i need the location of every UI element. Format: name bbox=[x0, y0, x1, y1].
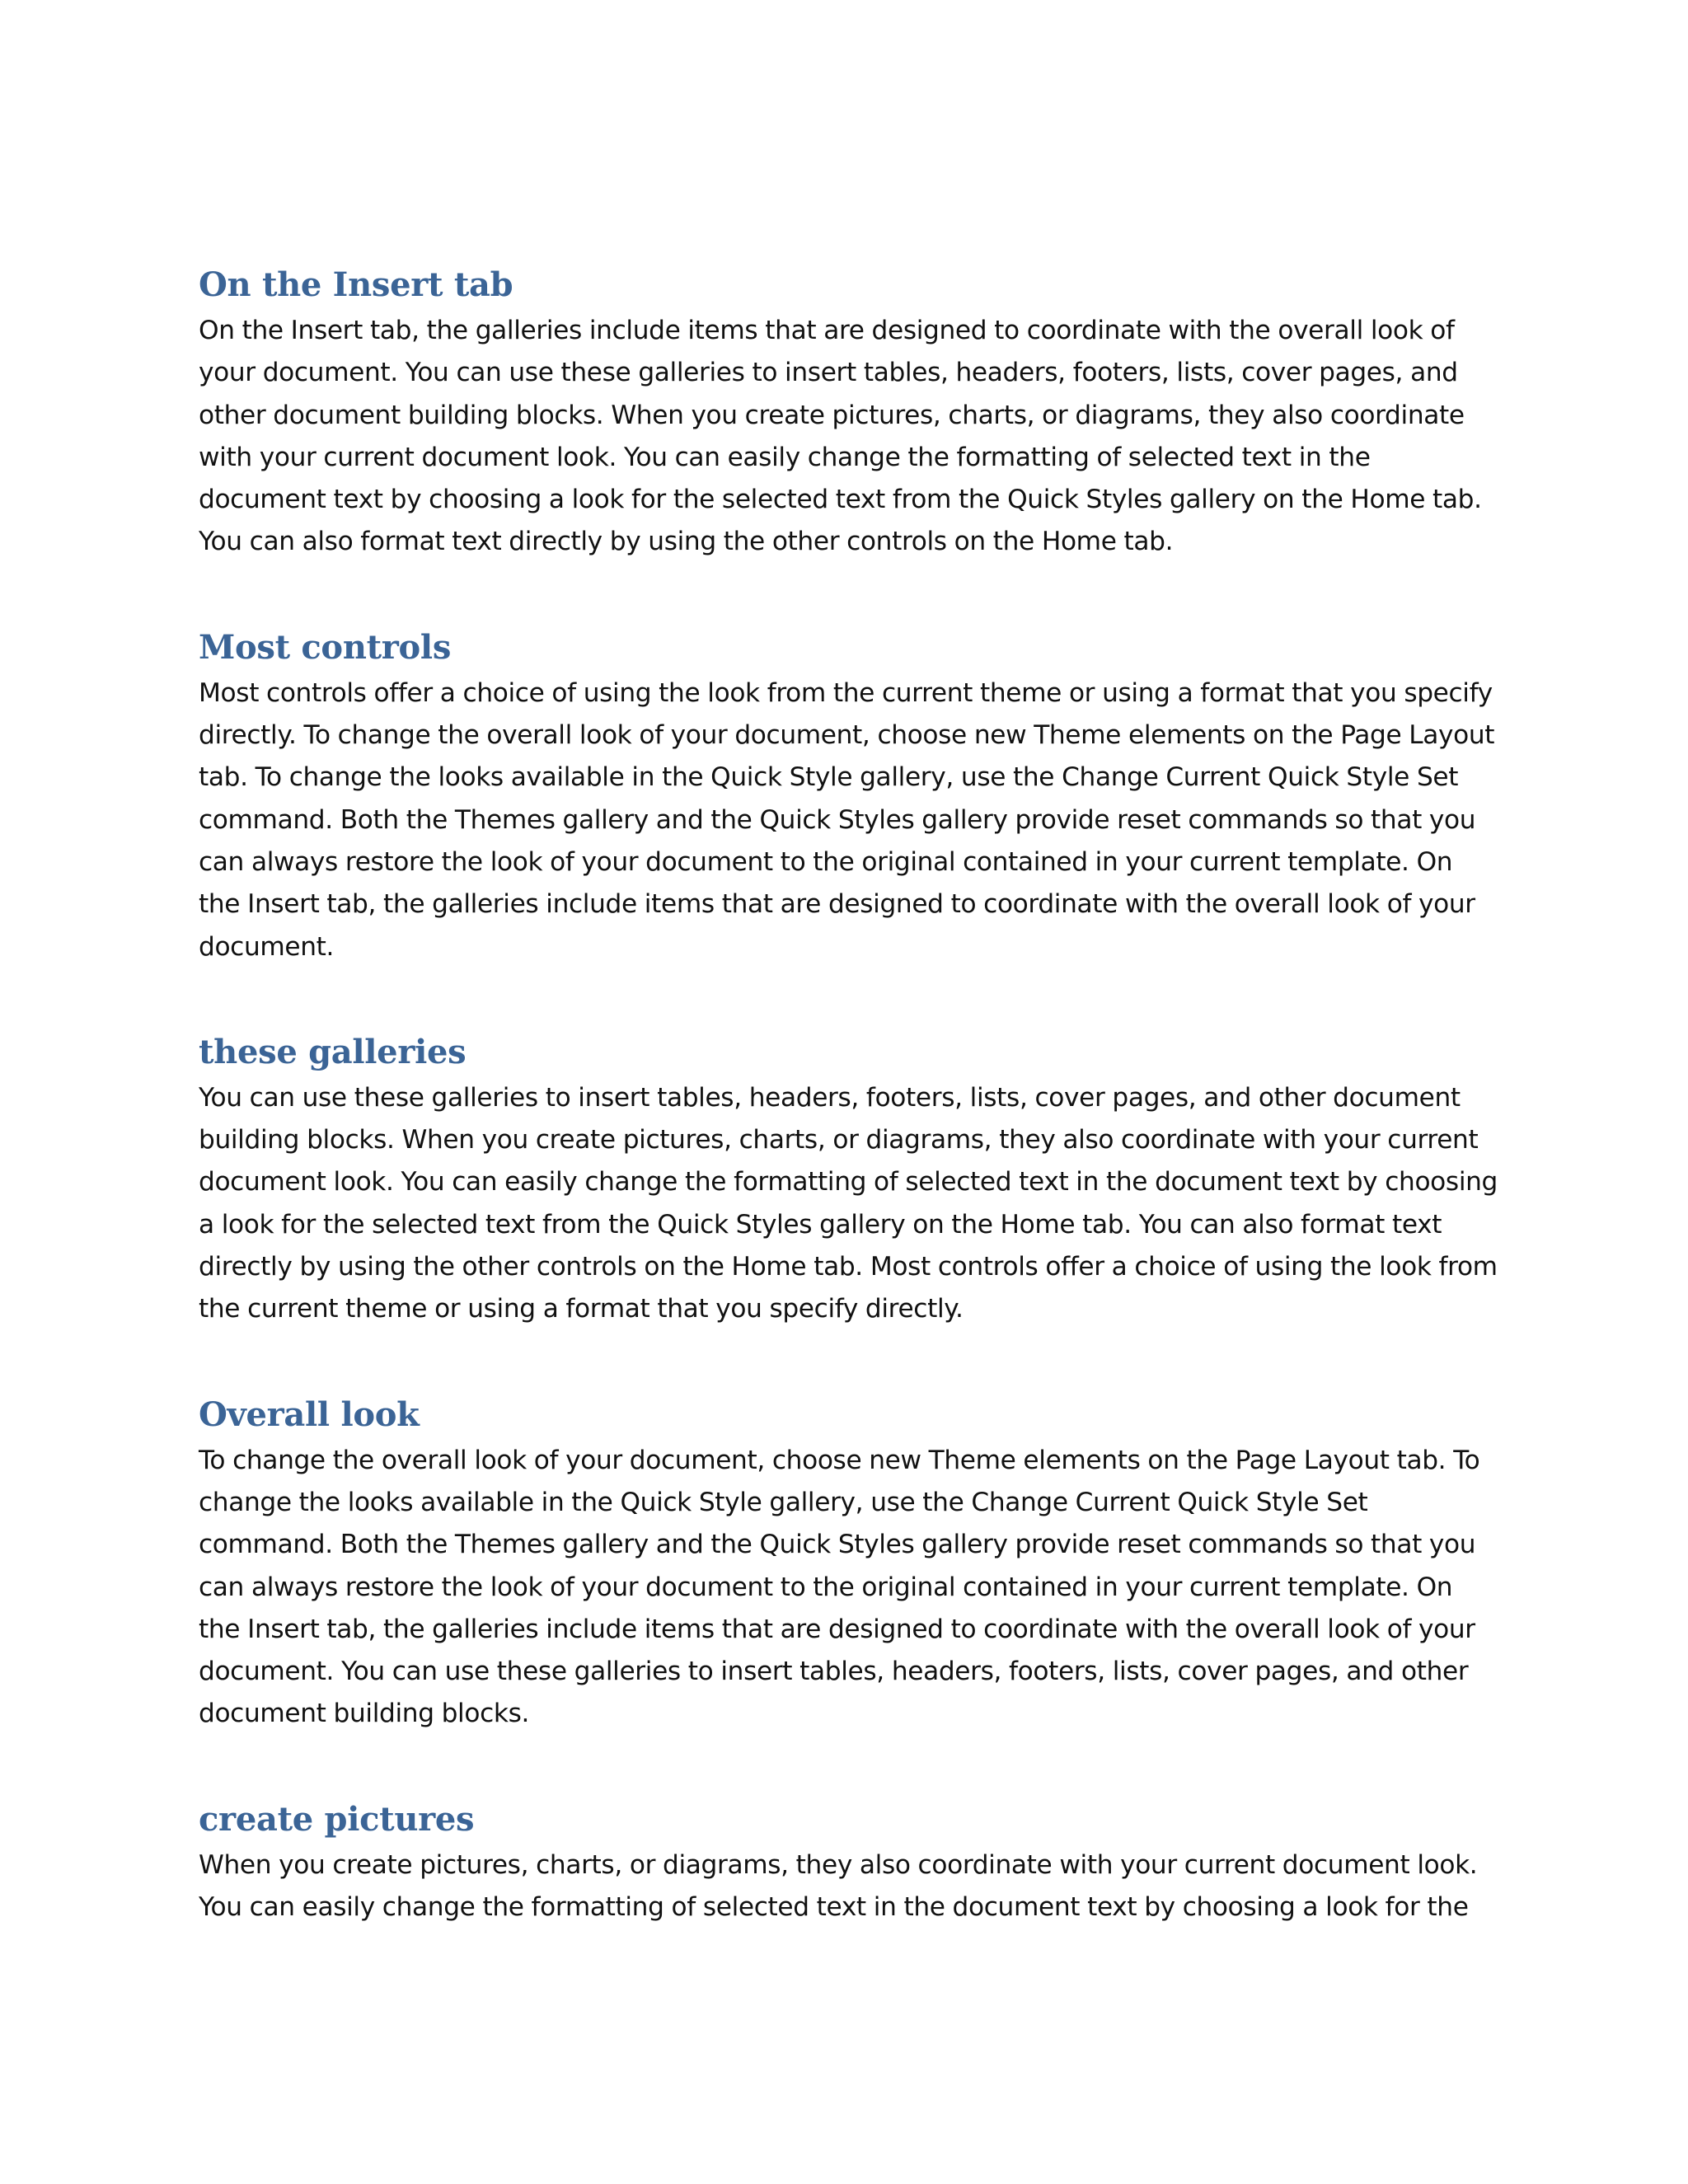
section-paragraph: Most controls offer a choice of using the look from the current theme or using a format that you specify directly. To change the overall look of your document, choose new Theme elements on the Page Layout tab. To change the looks available in the Quick Style gallery, use the Change Current Quick Style Set command. Both the Themes gallery and the Quick Styles gallery provide reset commands so that you can always restore the look of your document to the original contained in your current template. On the Insert tab, the galleries include items that are designed to coordinate with the overall look of your document. bbox=[199, 677, 1495, 962]
section-overall-look bbox=[199, 1392, 1501, 1736]
section-most-controls bbox=[199, 625, 1501, 968]
section-paragraph: You can use these galleries to insert tables, headers, footers, lists, cover pages, and other document building blocks. When you create pictures, charts, or diagrams, they also coordinate with your current document look. You can easily change the formatting of selected text in the document text by choosing a look for the selected text from the Quick Styles gallery on the Home tab. You can also format text directly by using the other controls on the Home tab. Most controls offer a choice of using the look from the current theme or using a format that you specify directly. bbox=[199, 1082, 1498, 1324]
section-heading: On the Insert tab bbox=[199, 265, 513, 304]
section-paragraph: On the Insert tab, the galleries include items that are designed to coordinate with the overall look of your document. You can use these galleries to insert tables, headers, footers, lists, cover pages, and other document building blocks. When you create pictures, charts, or diagrams, they also coordinate with your current document look. You can easily change the formatting of selected text in the document text by choosing a look for the selected text from the Quick Styles gallery on the Home tab. You can also format text directly by using the other controls on the Home tab. bbox=[199, 316, 1482, 557]
section-paragraph: When you create pictures, charts, or diagrams, they also coordinate with your current document look. You can easily change the formatting of selected text in the document text by choosing a look for the bbox=[199, 1849, 1478, 1923]
section-create-pictures bbox=[199, 1797, 1501, 1929]
section-heading: these galleries bbox=[199, 1032, 467, 1071]
section-heading: Overall look bbox=[199, 1394, 420, 1434]
section-heading: create pictures bbox=[199, 1799, 475, 1839]
section-heading: Most controls bbox=[199, 627, 452, 667]
document-body bbox=[199, 262, 1501, 1990]
section-these-galleries bbox=[199, 1029, 1501, 1331]
section-paragraph: To change the overall look of your document, choose new Theme elements on the Page Layout tab. To change the looks available in the Quick Style gallery, use the Change Current Quick Style Set command. Both the Themes gallery and the Quick Styles gallery provide reset commands so that you can always restore the look of your document to the original contained in your current template. On the Insert tab, the galleries include items that are designed to coordinate with the overall look of your document. You can use these galleries to insert tables, headers, footers, lists, cover pages, and other document building blocks. bbox=[199, 1445, 1480, 1729]
section-on-the-insert-tab bbox=[199, 262, 1501, 564]
